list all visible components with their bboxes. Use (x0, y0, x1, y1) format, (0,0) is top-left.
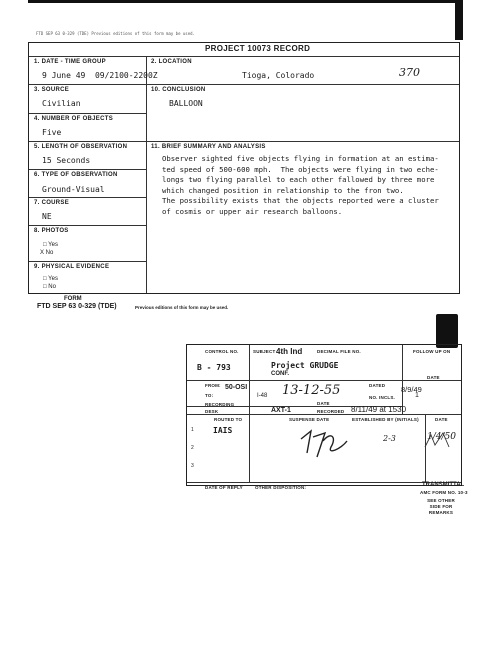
to-label: TO: (205, 393, 214, 398)
summary-line: Observer sighted five objects flying in formation at an estima- (162, 154, 439, 163)
project-record-form (28, 42, 460, 294)
to-value: I-48 (257, 393, 268, 399)
form-footer-note: Previous editions of this form may be used. (135, 305, 229, 310)
routing-slip (186, 344, 465, 490)
row-divider-4 (29, 169, 146, 170)
date-of-reply-label: DATE OF REPLY (205, 485, 243, 490)
control-no-value: B - 793 (197, 363, 231, 372)
recorded-label: RECORDED (317, 409, 345, 414)
transmittal-label: TRANSMITTAL (422, 482, 465, 488)
routing-date-label: DATE (435, 417, 448, 422)
other-disposition-label: OTHER DISPOSITION: (255, 485, 307, 490)
type-of-observation-value: Ground-Visual (42, 185, 105, 194)
date-label: DATE (427, 375, 440, 380)
route-row-number: 2 (191, 445, 194, 451)
course-value: NE (42, 212, 52, 221)
route-row-date: 1/4/50 (427, 432, 456, 442)
routed-to-label: ROUTED TO (214, 417, 243, 422)
photos-no-option: X No (40, 250, 54, 256)
physical-evidence-label: 9. PHYSICAL EVIDENCE (34, 264, 110, 270)
top-strip-text: FTD SEP 63 0-329 (TDE) Previous editions of this form may be used. (36, 31, 195, 36)
from-value: 50-OSI (225, 384, 248, 391)
form-footer-word: FORM (64, 296, 82, 302)
recording-label: RECORDING (205, 402, 235, 407)
source-label: 3. SOURCE (34, 87, 70, 93)
slip-column-divider (249, 345, 250, 414)
length-of-observation-value: 15 Seconds (42, 156, 91, 165)
row-divider-7 (29, 261, 146, 262)
type-of-observation-label: 6. TYPE OF OBSERVATION (34, 172, 118, 178)
route-row-number: 3 (191, 463, 194, 469)
slip-divider (187, 380, 461, 381)
date-time-group-value: 9 June 49 09/2100-2200Z (42, 71, 158, 80)
from-label: FROM: (205, 383, 221, 388)
row-divider-2 (29, 113, 146, 114)
source-value: Civilian (42, 99, 81, 108)
established-by-label: ESTABLISHED BY (INITIALS) (352, 417, 419, 422)
suspense-date-label: SUSPENSE DATE (289, 417, 330, 422)
location-record-number: 370 (399, 66, 420, 79)
date-check-scribble (423, 429, 459, 451)
follow-up-on-label: FOLLOW UP ON (413, 349, 451, 354)
date-time-group-label: 1. DATE - TIME GROUP (34, 59, 106, 65)
form-footer-code: FTD SEP 63 0-329 (TDE) (37, 303, 117, 310)
right-edge-bar-top (455, 0, 463, 40)
physical-evidence-yes-option: □ Yes (43, 276, 58, 282)
slip-divider (187, 482, 461, 483)
summary-text (162, 154, 439, 217)
slip-column-divider (249, 414, 250, 482)
summary-line: longs two flying parallel to each other fallowed by three more (162, 175, 435, 184)
slip-divider (187, 414, 461, 415)
top-edge-bar (28, 0, 460, 3)
length-of-observation-label: 5. LENGTH OF OBSERVATION (34, 144, 128, 150)
number-of-objects-value: Five (42, 128, 62, 137)
number-of-objects-label: 4. NUMBER OF OBJECTS (34, 116, 114, 122)
conclusion-value: BALLOON (169, 99, 203, 108)
conf-value: CONF. (271, 371, 289, 377)
location-value: Tioga, Colorado (242, 71, 315, 80)
desk-label: DESK (205, 409, 219, 414)
photos-yes-option: □ Yes (43, 242, 58, 248)
see-other-side-note: SEE OTHER SIDE FOR REMARKS (427, 498, 455, 515)
column-divider (146, 56, 147, 293)
location-label: 2. LOCATION (151, 59, 192, 65)
row-divider-1 (29, 84, 459, 85)
dated-value: 8/9/49 (401, 385, 422, 394)
conclusion-label: 10. CONCLUSION (151, 87, 206, 93)
control-no-label: CONTROL NO. (205, 349, 239, 354)
desk-value: AXT-1 (271, 407, 291, 414)
suspense-signature-scribble (297, 427, 357, 461)
slip-column-divider (402, 345, 403, 414)
route-row-number: 1 (191, 427, 194, 433)
project-value: Project GRUDGE (271, 361, 339, 370)
decimal-file-no-label: DECIMAL FILE NO. (317, 349, 361, 354)
row-divider-3 (29, 141, 459, 142)
handwritten-number: 13-12-55 (282, 383, 341, 398)
summary-line: ted speed of 500-600 mph. The objects were flying in two eche- (162, 164, 439, 174)
summary-line: The possibility exists that the objects reported were a cluster (162, 196, 439, 205)
row-divider-5 (29, 197, 146, 198)
route-row-to: IAIS (213, 426, 233, 435)
no-incls-value: 1 (415, 392, 419, 399)
right-edge-bar-middle (436, 314, 458, 348)
dated-label: DATED (369, 383, 386, 388)
course-label: 7. COURSE (34, 200, 70, 206)
row-divider-6 (29, 225, 146, 226)
row-divider-top (29, 56, 459, 57)
summary-label: 11. BRIEF SUMMARY AND ANALYSIS (151, 144, 266, 150)
photos-label: 8. PHOTOS (34, 228, 69, 234)
recorded-value: 8/11/49 at 1530 (351, 405, 407, 414)
summary-line: which changed position in relationship to the fron two. (162, 185, 404, 195)
summary-line: of cosmis or upper air research balloons. (162, 206, 343, 216)
record-title: PROJECT 10073 RECORD (205, 44, 311, 53)
physical-evidence-no-option: □ No (43, 284, 56, 290)
subject-value: 4th Ind (276, 347, 303, 356)
subject-label: SUBJECT (253, 349, 276, 354)
no-incls-label: NO. INCLS. (369, 395, 396, 400)
route-row-initials: 2-3 (383, 434, 396, 443)
transmittal-form-number: AMC FORM NO. 10-3 (420, 490, 468, 495)
recorded-date-label: DATE (317, 401, 330, 406)
